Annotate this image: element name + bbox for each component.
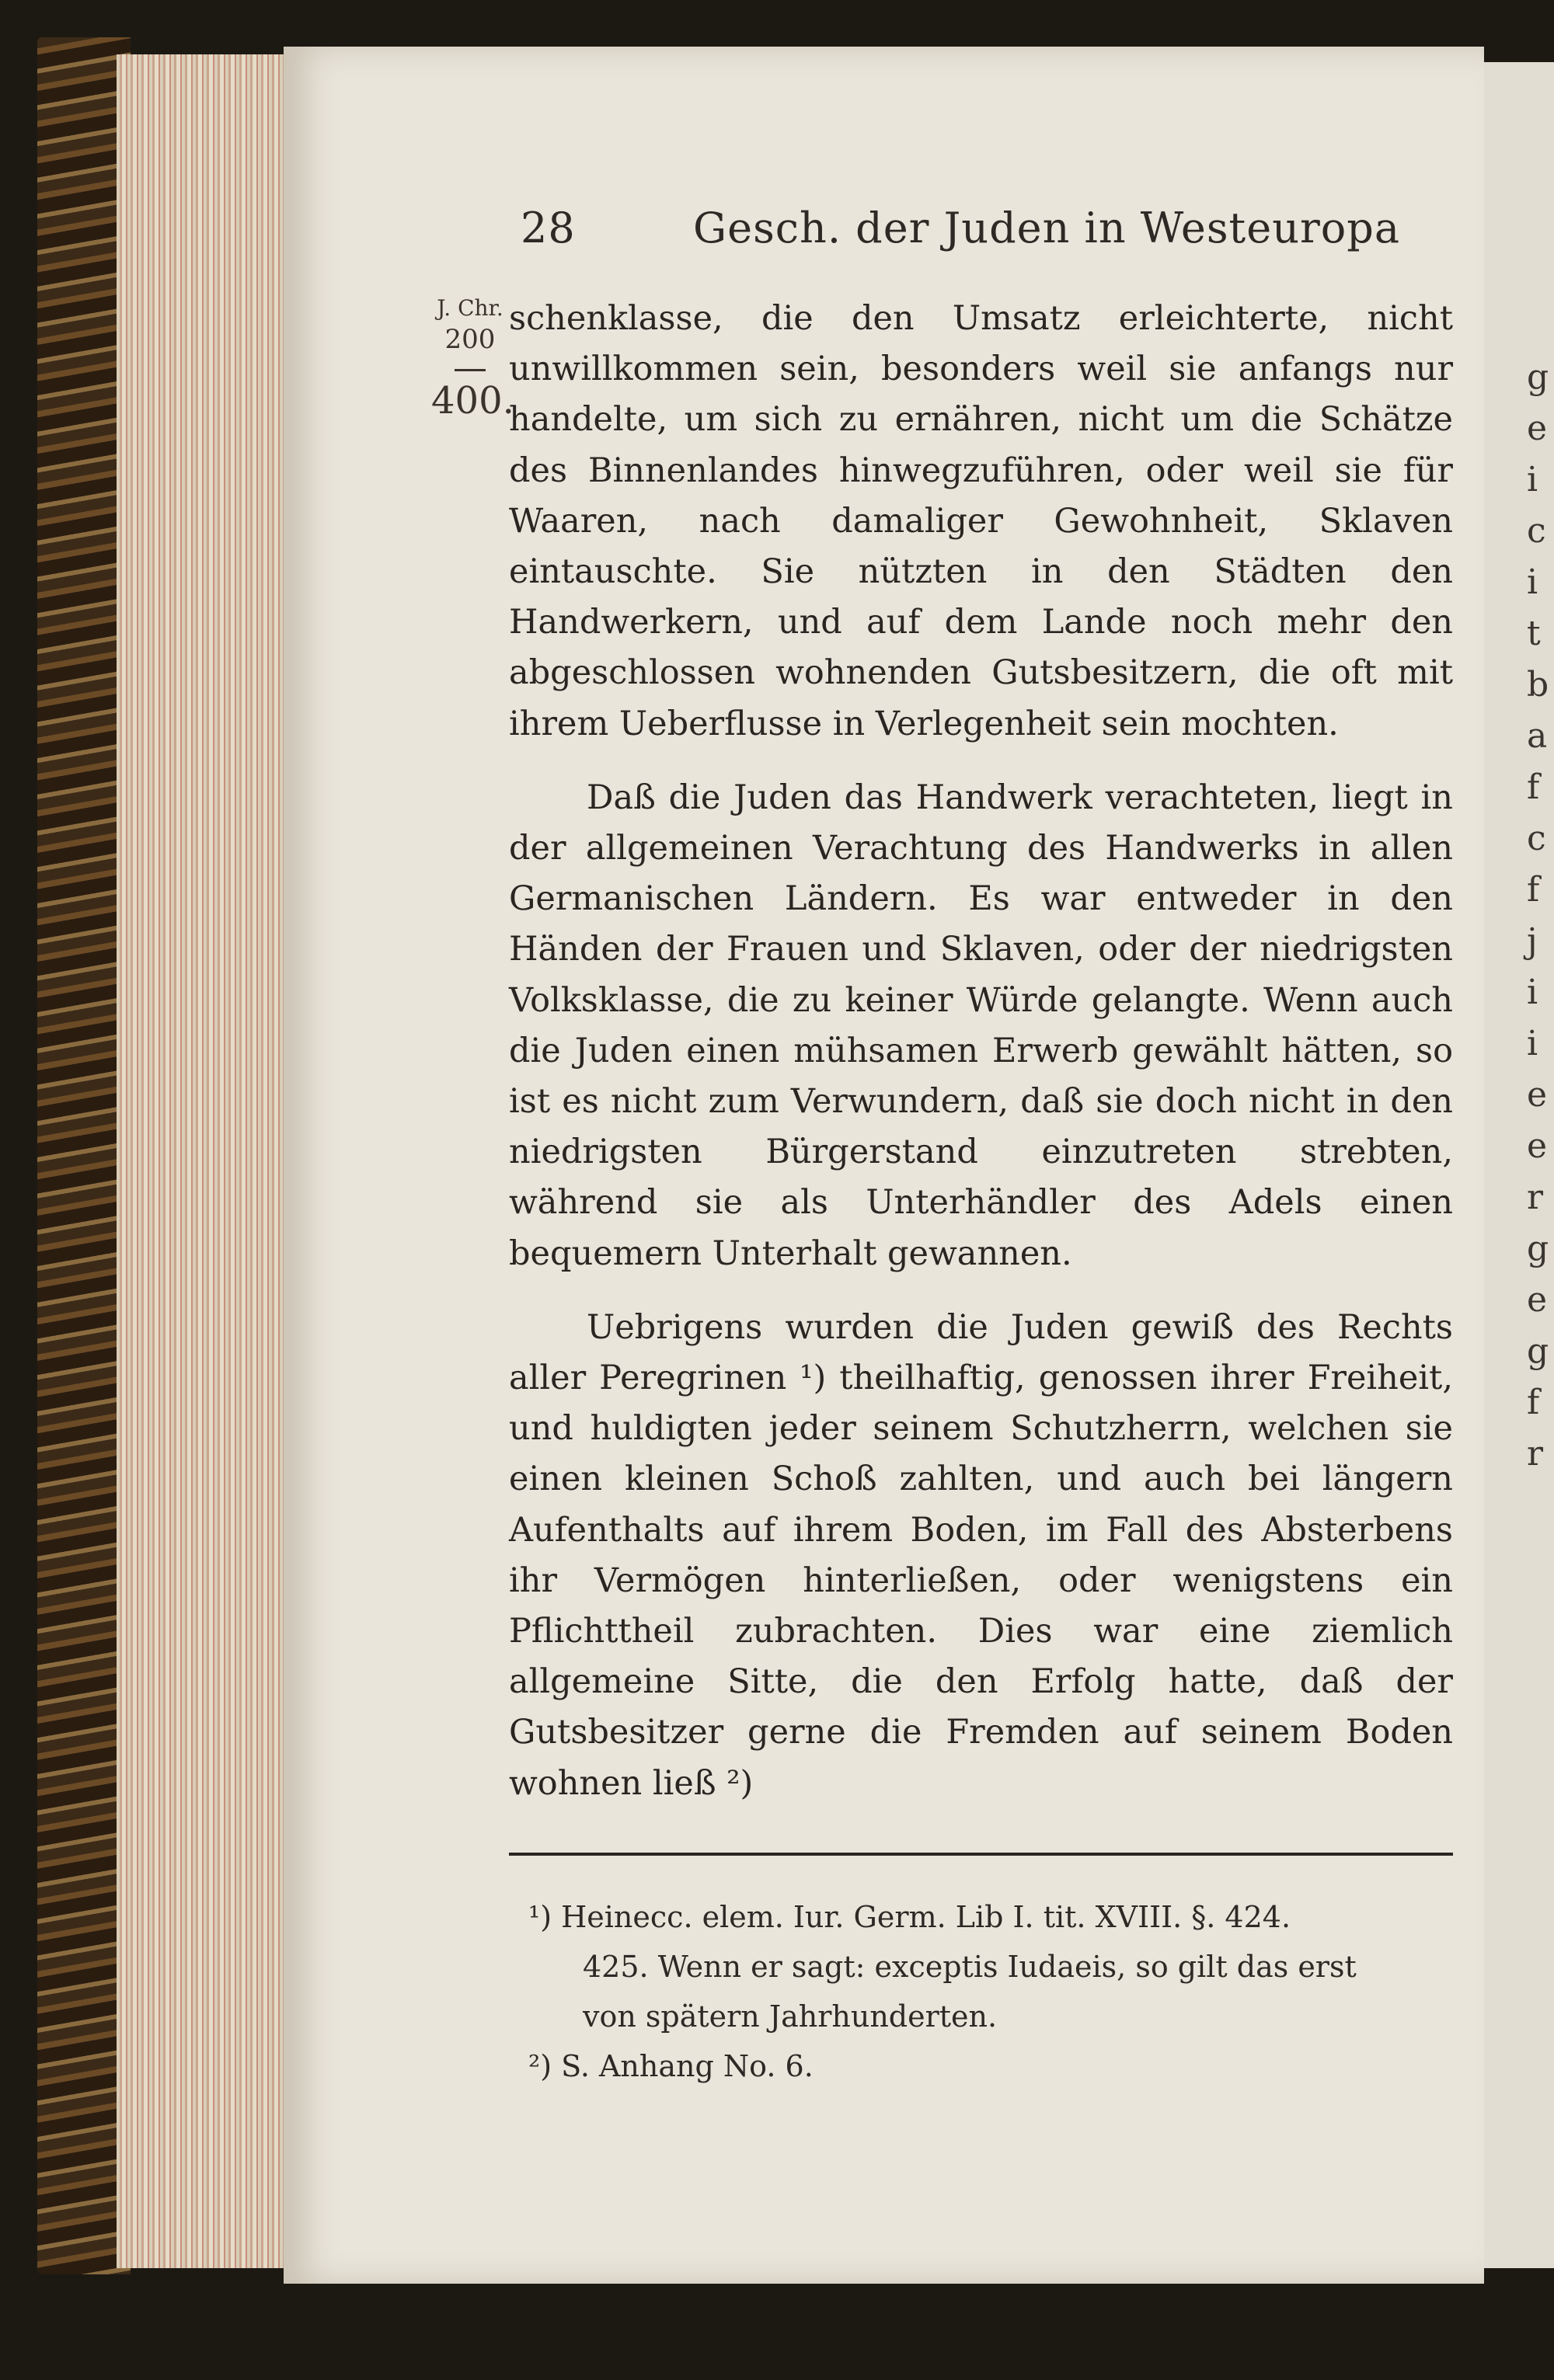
adjacent-page-glyph: c: [1527, 819, 1546, 858]
adjacent-page-glyph: g: [1527, 1331, 1549, 1371]
paragraph-3: Uebrigens wurden die Juden gewiß des Rechts aller Peregrinen ¹) theilhaftig, genossen ihrer Freiheit, und huldigten jeder seinem Schutzherrn, welchen sie einen kleinen Schoß zahlten, und auch bei längern Aufenthalts auf ihrem Boden, im Fall des Absterbens ihr Vermögen hinterließen, oder wenigstens ein Pflichttheil zubrachten. Dies war eine ziemlich allgemeine Sitte, die den Erfolg hatte, daß der Gutsbesitzer gerne die Fremden auf seinem Boden wohnen ließ ²): [509, 1307, 1453, 1803]
adjacent-page-glyph: e: [1527, 1126, 1548, 1166]
adjacent-page-glyph: c: [1527, 511, 1546, 551]
margin-note-start-year: 200: [444, 324, 496, 355]
page-edges: [117, 54, 295, 2268]
adjacent-page-glyph: t: [1527, 614, 1541, 653]
footnotes: [528, 1895, 1453, 2094]
adjacent-page-glyph: f: [1527, 1383, 1540, 1422]
running-title: Gesch. der Juden in Westeuropa: [693, 204, 1401, 252]
margin-note: [431, 295, 514, 423]
adjacent-page-glyph: i: [1527, 973, 1538, 1012]
adjacent-page-glyph: e: [1527, 409, 1548, 448]
adjacent-page-glyph: j: [1527, 921, 1538, 961]
adjacent-page-glyph: g: [1527, 1229, 1549, 1268]
adjacent-page-glyph: i: [1527, 460, 1538, 499]
adjacent-page-glyph: b: [1527, 665, 1549, 705]
adjacent-page-glyph: i: [1527, 1024, 1538, 1063]
body-text: [509, 294, 1453, 1809]
paragraph-2: Daß die Juden das Handwerk verachteten, liegt in der allgemeinen Verachtung des Handwerks in allen Germanischen Ländern. Es war entweder in den Händen der Frauen und Sklaven, oder der niedrigsten Volksklasse, die zu keiner Würde gelangte. Wenn auch die Juden einen mühsamen Erwerb gewählt hätten, so ist es nicht zum Verwundern, daß sie doch nicht in den niedrigsten Bürgerstand einzutreten strebten, während sie als Unterhändler des Adels einen bequemern Unterhalt gewannen.: [509, 778, 1453, 1273]
adjacent-page-glyph: i: [1527, 562, 1538, 602]
footnote-1-line-2: 425. Wenn er sagt: exceptis Iudaeis, so gilt das erst: [583, 1950, 1357, 1984]
adjacent-page-glyph: e: [1527, 1075, 1548, 1115]
page-number: 28: [521, 204, 576, 252]
margin-note-end-year: 400.: [431, 379, 514, 423]
adjacent-page-glyph: a: [1527, 716, 1548, 756]
adjacent-page-glyph: f: [1527, 767, 1540, 807]
adjacent-page-glyph: r: [1527, 1434, 1544, 1474]
adjacent-page: [1484, 62, 1554, 2268]
adjacent-page-glyph: g: [1527, 357, 1549, 397]
adjacent-page-glyph: r: [1527, 1178, 1544, 1217]
footnote-1-line-1: ¹) Heinecc. elem. Iur. Germ. Lib I. tit. XVIII. §. 424.: [528, 1900, 1291, 1934]
adjacent-page-glyph: f: [1527, 870, 1540, 910]
adjacent-page-glyph: e: [1527, 1280, 1548, 1320]
margin-note-era: J. Chr.: [437, 295, 503, 321]
footnote-2: ²) S. Anhang No. 6.: [528, 2049, 814, 2083]
paragraph-1: schenklasse, die den Umsatz erleichterte, nicht unwillkommen sein, besonders weil sie anfangs nur handelte, um sich zu ernähren, nicht um die Schätze des Binnenlandes hinwegzuführen, oder weil sie für Waaren, nach damaliger Gewohnheit, Sklaven eintauschte. Sie nützten in den Städten den Handwerkern, und auf dem Lande noch mehr den abgeschlossen wohnenden Gutsbesitzern, die oft mit ihrem Ueberflusse in Verlegenheit sein mochten.: [509, 299, 1453, 743]
footnote-1-line-3: von spätern Jahrhunderten.: [583, 1999, 998, 2034]
footnote-rule: [509, 1853, 1453, 1856]
margin-note-dash: [455, 369, 486, 371]
